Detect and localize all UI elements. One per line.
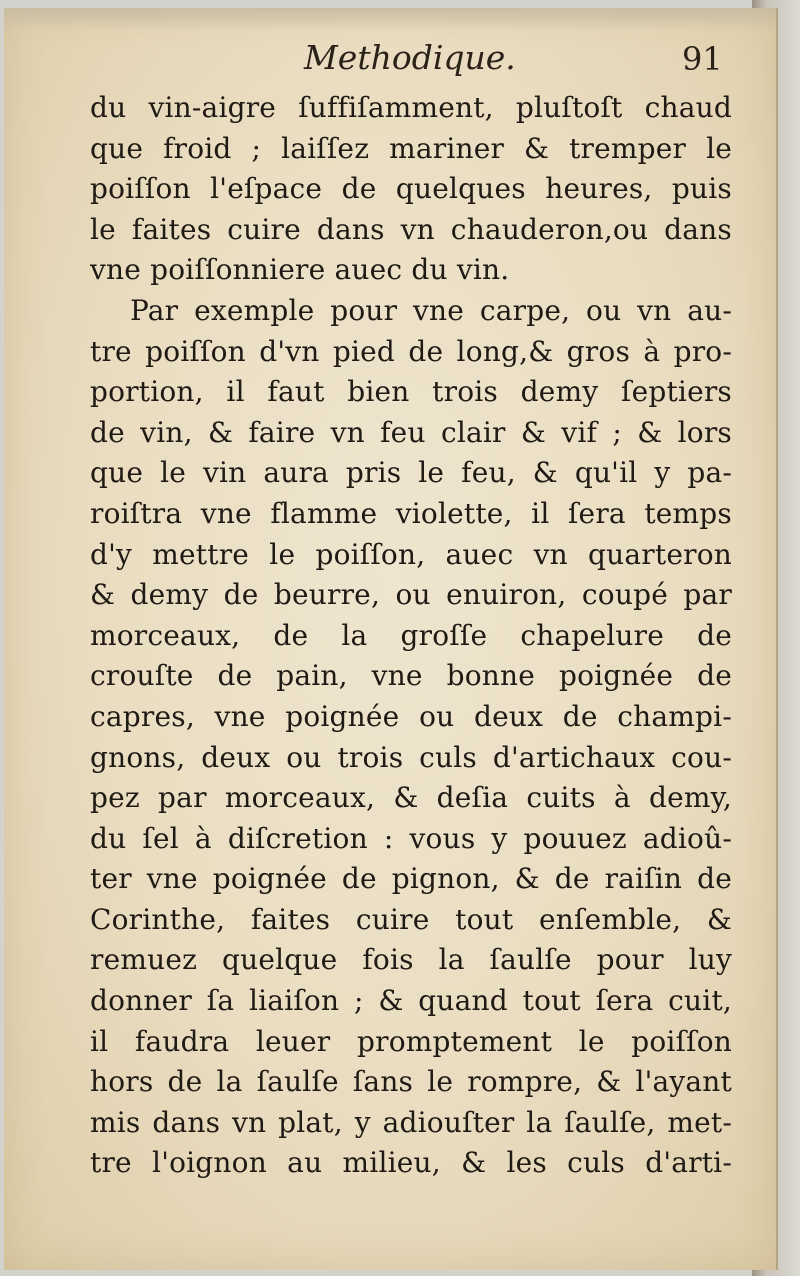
text-line: gnons, deux ou trois culs d'artichaux cou- (90, 740, 732, 774)
text-line: donner ſa liaiſon ; & quand tout ſera cuit, (90, 984, 732, 1018)
text-line: portion, il faut bien trois demy ſeptiers (90, 375, 732, 409)
body-text (90, 88, 732, 1184)
text-line: morceaux, de la groſſe chapelure de (90, 618, 732, 652)
page-number: 91 (682, 40, 723, 78)
text-line: il faudra leuer promptement le poiſſon (90, 1024, 732, 1058)
text-line: du vin-aigre ſuffiſamment, pluſtoſt chaud (90, 91, 732, 124)
text-line: ter vne poignée de pignon, & de raiſin de (90, 862, 732, 896)
text-line: tre poiſſon d'vn pied de long,& gros à pro- (90, 334, 732, 368)
text-line: que froid ; laiſſez mariner & tremper le (90, 131, 732, 165)
text-line: remuez quelque fois la ſaulſe pour luy (90, 943, 732, 977)
text-line: pez par morceaux, & deſia cuits à demy, (90, 781, 732, 815)
text-line: vne poiſſonniere auec du vin. (90, 253, 510, 287)
running-head: Methodique. (304, 38, 516, 77)
text-line: poiſſon l'eſpace de quelques heures, puis (90, 172, 732, 206)
text-line: crouſte de pain, vne bonne poignée de (90, 659, 732, 693)
text-line: hors de la ſaulſe ſans le rompre, & l'ayant (90, 1065, 732, 1099)
text-line: & demy de beurre, ou enuiron, coupé par (90, 578, 732, 612)
text-line: de vin, & faire vn feu clair & vif ; & lors (90, 415, 732, 449)
text-line: Corinthe, faites cuire tout enſemble, & (90, 902, 732, 936)
book-page (4, 8, 778, 1270)
text-line: du ſel à diſcretion : vous y pouuez adioû- (90, 821, 732, 855)
text-line: roiſtra vne flamme violette, il ſera temps (90, 496, 732, 530)
page-top-shading (4, 8, 776, 30)
text-line: tre l'oignon au milieu, & les culs d'arti- (90, 1146, 732, 1180)
text-line: mis dans vn plat, y adiouſter la ſaulſe, met- (90, 1105, 732, 1139)
text-line: que le vin aura pris le feu, & qu'il y pa- (90, 456, 732, 490)
text-line: Par exemple pour vne carpe, ou vn au- (130, 293, 732, 327)
text-line: capres, vne poignée ou deux de champi- (90, 699, 732, 733)
text-line: d'y mettre le poiſſon, auec vn quarteron (90, 537, 732, 571)
text-line: le faites cuire dans vn chauderon,ou dans (90, 212, 732, 246)
